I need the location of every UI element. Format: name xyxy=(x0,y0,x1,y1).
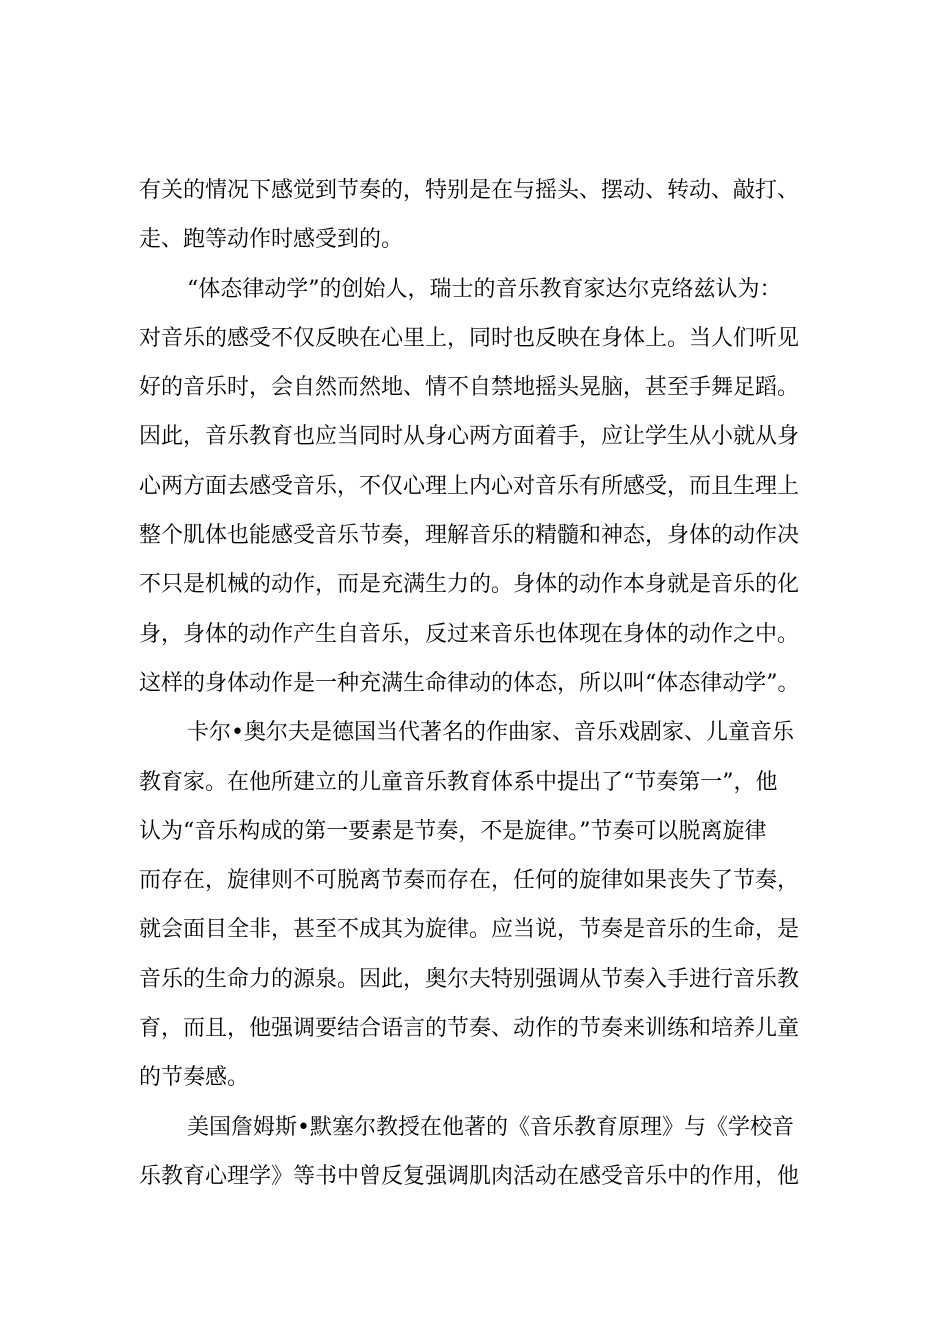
text-line: 就会面目全非，甚至不成其为旋律。应当说，节奏是音乐的生命，是 xyxy=(139,917,800,943)
text-line: 育，而且，他强调要结合语言的节奏、动作的节奏来训练和培养儿童 xyxy=(139,1016,800,1042)
paragraph-1 xyxy=(139,166,815,265)
text-line: 因此，音乐教育也应当同时从身心两方面着手，应让学生从小就从身 xyxy=(139,424,800,450)
paragraph-2 xyxy=(139,265,815,709)
text-line: 的节奏感。 xyxy=(139,1065,250,1091)
text-line: 不只是机械的动作，而是充满生力的。身体的动作本身就是音乐的化 xyxy=(139,572,800,598)
text-line: 这样的身体动作是一种充满生命律动的体态，所以叫“体态律动学”。 xyxy=(139,670,800,696)
text-line: “体态律动学”的创始人，瑞士的音乐教育家达尔克络兹认为： xyxy=(187,276,782,302)
text-line: 教育家。在他所建立的儿童音乐教育体系中提出了“节奏第一”，他 xyxy=(139,769,778,795)
text-line: 整个肌体也能感受音乐节奏，理解音乐的精髓和神态，身体的动作决 xyxy=(139,523,800,549)
paragraph-3 xyxy=(139,708,815,1102)
text-line: 好的音乐时，会自然而然地、情不自禁地摇头晃脑，甚至手舞足蹈。 xyxy=(139,375,800,401)
text-line: 美国詹姆斯•默塞尔教授在他著的《音乐教育原理》与《学校音 xyxy=(187,1114,794,1140)
text-line: 对音乐的感受不仅反映在心里上，同时也反映在身体上。当人们听见 xyxy=(139,325,800,351)
text-line: 认为“音乐构成的第一要素是节奏，不是旋律。”节奏可以脱离旋律 xyxy=(139,818,767,844)
text-line: 乐教育心理学》等书中曾反复强调肌肉活动在感受音乐中的作用，他 xyxy=(139,1163,800,1189)
text-line: 而存在，旋律则不可脱离节奏而存在，任何的旋律如果丧失了节奏， xyxy=(139,868,800,894)
text-line: 卡尔•奥尔夫是德国当代著名的作曲家、音乐戏剧家、儿童音乐 xyxy=(187,720,794,746)
text-line: 心两方面去感受音乐，不仅心理上内心对音乐有所感受，而且生理上 xyxy=(139,473,800,499)
paragraph-4 xyxy=(139,1103,815,1202)
text-line: 身，身体的动作产生自音乐，反过来音乐也体现在身体的动作之中。 xyxy=(139,621,800,647)
text-line: 音乐的生命力的源泉。因此，奥尔夫特别强调从节奏入手进行音乐教 xyxy=(139,966,800,992)
text-line: 有关的情况下感觉到节奏的，特别是在与摇头、摆动、转动、敲打、 xyxy=(139,178,800,203)
document-body xyxy=(139,166,815,1201)
text-line: 走、跑等动作时感受到的。 xyxy=(139,227,404,253)
